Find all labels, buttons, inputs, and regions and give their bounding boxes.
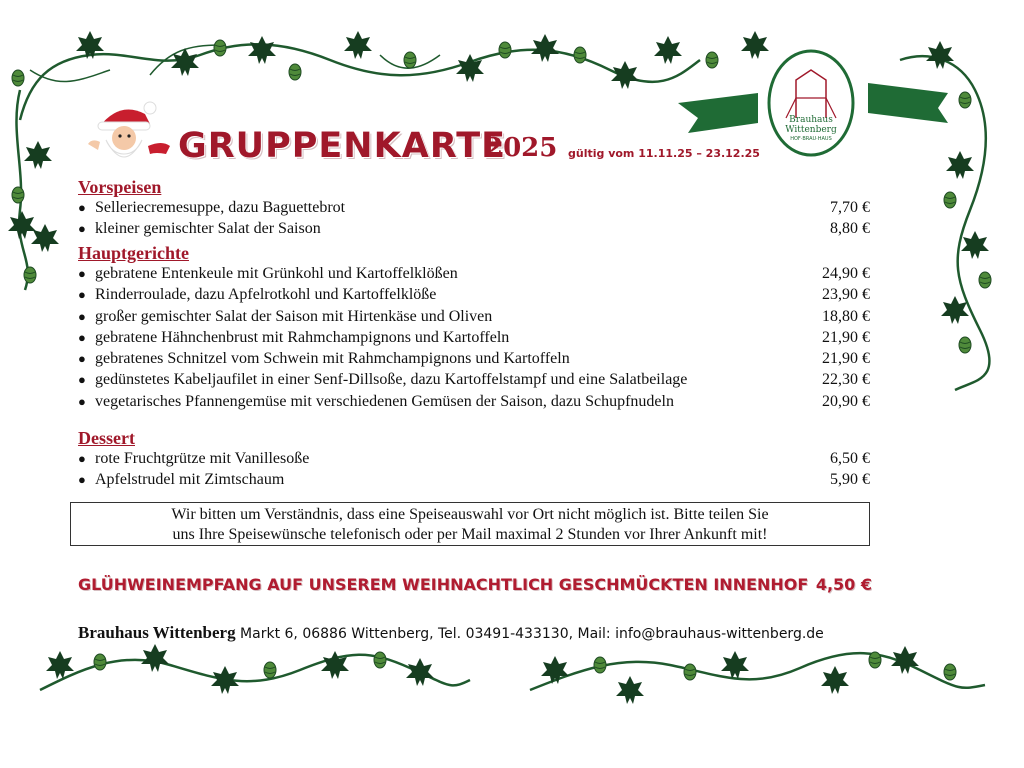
logo-name-line1: Brauhaus xyxy=(789,115,833,125)
gluehwein-offer xyxy=(78,575,872,594)
menu xyxy=(78,177,870,491)
menu-item xyxy=(78,327,870,348)
footer-brand: Brauhaus Wittenberg xyxy=(78,623,236,642)
dish-price: 24,90 € xyxy=(822,265,870,282)
bullet-icon: ● xyxy=(78,308,86,324)
page-title: GRUPPENKARTE xyxy=(178,126,506,166)
section-title: Vorspeisen xyxy=(78,177,162,197)
bullet-icon: ● xyxy=(78,393,86,409)
dish-name: gebratene Entenkeule mit Grünkohl und Kartoffelklößen xyxy=(95,265,458,282)
menu-item xyxy=(78,391,870,412)
dish-name: rote Fruchtgrütze mit Vanillesoße xyxy=(95,450,310,467)
bullet-icon: ● xyxy=(78,287,86,303)
section-vorspeisen xyxy=(78,177,870,243)
dish-name: Apfelstrudel mit Zimtschaum xyxy=(95,471,285,489)
bullet-icon: ● xyxy=(78,329,86,345)
menu-item xyxy=(78,348,870,369)
title-year: 2025 xyxy=(485,133,558,163)
footer-contact xyxy=(78,623,824,643)
dish-name: gebratenes Schnitzel vom Schwein mit Rahmchampignons und Kartoffeln xyxy=(95,350,570,368)
logo-name-line2: Wittenberg xyxy=(785,125,837,135)
bullet-icon: ● xyxy=(78,372,86,388)
gluehwein-price: 4,50 € xyxy=(815,575,872,594)
notice-line-2: uns Ihre Speisewünsche telefonisch oder per Mail maximal 2 Stunden vor Ihrer Ankunft mit! xyxy=(172,526,768,543)
menu-item xyxy=(78,469,870,490)
section-title: Dessert xyxy=(78,428,135,448)
dish-price: 7,70 € xyxy=(830,199,870,216)
dish-name: kleiner gemischter Salat der Saison xyxy=(95,220,321,238)
dish-name: Rinderroulade, dazu Apfelrotkohl und Kartoffelklöße xyxy=(95,286,437,304)
bullet-icon: ● xyxy=(78,472,86,488)
bullet-icon: ● xyxy=(78,200,86,215)
menu-item xyxy=(78,263,870,284)
dish-price: 21,90 € xyxy=(822,328,870,346)
bullet-icon: ● xyxy=(78,451,86,466)
menu-item xyxy=(78,284,870,305)
menu-item xyxy=(78,369,870,390)
dish-price: 23,90 € xyxy=(822,286,870,304)
dish-name: vegetarisches Pfannengemüse mit verschiedenen Gemüsen der Saison, dazu Schupfnudeln xyxy=(95,392,674,410)
dish-name: großer gemischter Salat der Saison mit Hirtenkäse und Oliven xyxy=(95,307,493,325)
dish-name: gedünstetes Kabeljaufilet in einer Senf-Dillsoße, dazu Kartoffelstampf und eine Salatbeilage xyxy=(95,371,688,389)
section-title: Hauptgerichte xyxy=(78,243,189,263)
dish-price: 21,90 € xyxy=(822,350,870,368)
footer-address: Markt 6, 06886 Wittenberg, Tel. 03491-433130, Mail: info@brauhaus-wittenberg.de xyxy=(240,626,824,642)
header xyxy=(80,120,780,170)
bullet-icon: ● xyxy=(78,221,86,237)
dish-price: 5,90 € xyxy=(830,471,870,489)
logo-tagline: HOF·BRAU·HAUS xyxy=(790,136,832,142)
dish-name: Selleriecremesuppe, dazu Baguettebrot xyxy=(95,199,346,216)
notice-box xyxy=(70,502,870,546)
bullet-icon: ● xyxy=(78,266,86,281)
menu-item xyxy=(78,218,870,239)
menu-item xyxy=(78,306,870,327)
dish-price: 22,30 € xyxy=(822,371,870,389)
dish-price: 6,50 € xyxy=(830,450,870,467)
santa-icon xyxy=(80,96,175,166)
notice-line-1: Wir bitten um Verständnis, dass eine Speiseauswahl vor Ort nicht möglich ist. Bitte teilen Sie xyxy=(171,506,769,523)
bullet-icon: ● xyxy=(78,351,86,367)
dish-price: 20,90 € xyxy=(822,392,870,410)
dish-price: 18,80 € xyxy=(822,307,870,325)
gluehwein-text: GLÜHWEINEMPFANG AUF UNSEREM WEIHNACHTLICH GESCHMÜCKTEN INNENHOF xyxy=(78,575,809,594)
dish-price: 8,80 € xyxy=(830,220,870,238)
section-dessert xyxy=(78,428,870,491)
menu-item xyxy=(78,448,870,469)
dish-name: gebratene Hähnchenbrust mit Rahmchampignons und Kartoffeln xyxy=(95,328,510,346)
validity-dates: gültig vom 11.11.25 – 23.12.25 xyxy=(568,147,760,160)
section-hauptgerichte xyxy=(78,243,870,428)
menu-item xyxy=(78,197,870,218)
